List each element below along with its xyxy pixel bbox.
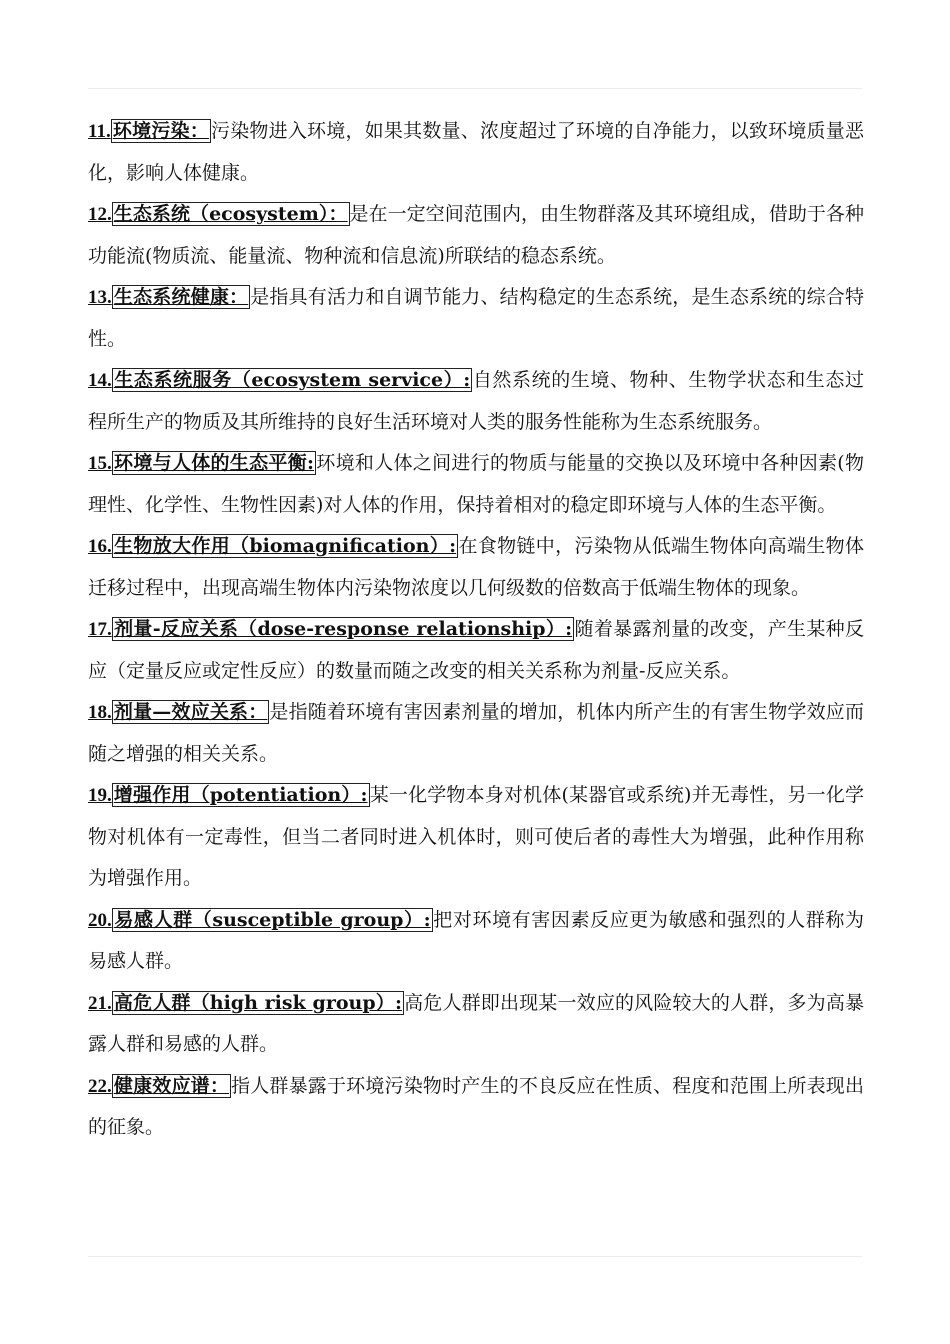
entry-definition: 高危人群即出现某一效应的风险较大的人群，多为高暴露人群和易感的人群。 bbox=[88, 991, 864, 1055]
entry-definition: 随着暴露剂量的改变，产生某种反应（定量反应或定性反应）的数量而随之改变的相关关系称为剂量-反应关系。 bbox=[88, 618, 864, 682]
entry-number: 14. bbox=[88, 370, 112, 391]
entry-number: 19. bbox=[88, 785, 112, 806]
entry-number: 15. bbox=[88, 453, 112, 474]
entry-term: 高危人群（high risk group）: bbox=[113, 991, 402, 1014]
entry-number: 13. bbox=[88, 287, 112, 308]
entry-term: 环境污染： bbox=[112, 120, 209, 142]
glossary-entry-21 bbox=[88, 983, 864, 1066]
entry-number: 12. bbox=[88, 204, 112, 225]
header-rule bbox=[88, 88, 862, 89]
glossary-entry-11 bbox=[88, 111, 864, 194]
entry-definition: 是指具有活力和自调节能力、结构稳定的生态系统，是生态系统的综合特性。 bbox=[88, 286, 864, 350]
entry-definition: 指人群暴露于环境污染物时产生的不良反应在性质、程度和范围上所表现出的征象。 bbox=[88, 1074, 864, 1138]
entry-term: 剂量—效应关系： bbox=[113, 701, 268, 723]
entry-number: 22. bbox=[88, 1075, 112, 1097]
entry-term: 生态系统服务（ecosystem service）: bbox=[113, 369, 471, 391]
entry-number: 16. bbox=[88, 536, 112, 557]
entry-number: 20. bbox=[88, 909, 112, 931]
entry-number: 11. bbox=[88, 121, 111, 142]
footer-rule bbox=[88, 1256, 862, 1257]
glossary-entry-15 bbox=[88, 443, 864, 526]
entry-number: 21. bbox=[88, 992, 112, 1014]
glossary-entry-19 bbox=[88, 775, 864, 900]
glossary-entry-13 bbox=[88, 277, 864, 360]
glossary-entry-14 bbox=[88, 360, 864, 443]
entry-term: 增强作用（potentiation）: bbox=[113, 784, 368, 806]
entry-term: 生态系统（ecosystem）： bbox=[113, 203, 348, 225]
entry-term: 生物放大作用（biomagnification）: bbox=[113, 535, 457, 557]
entry-definition: 污染物进入环境，如果其数量、浓度超过了环境的自净能力，以致环境质量恶化，影响人体健康。 bbox=[88, 120, 864, 184]
entry-term: 环境与人体的生态平衡: bbox=[113, 452, 315, 474]
entry-term: 健康效应谱： bbox=[113, 1074, 230, 1097]
glossary-entry-22 bbox=[88, 1066, 864, 1149]
entry-definition: 某一化学物本身对机体(某器官或系统)并无毒性，另一化学物对机体有一定毒性，但当二者同时进入机体时，则可使后者的毒性大为增强，此种作用称为增强作用。 bbox=[88, 784, 865, 889]
glossary-entry-16 bbox=[88, 526, 864, 609]
glossary-list bbox=[88, 111, 864, 1149]
entry-definition: 是指随着环境有害因素剂量的增加，机体内所产生的有害生物学效应而随之增强的相关关系。 bbox=[88, 701, 864, 765]
entry-definition: 把对环境有害因素反应更为敏感和强烈的人群称为易感人群。 bbox=[88, 908, 864, 972]
glossary-entry-17 bbox=[88, 609, 864, 692]
entry-number: 18. bbox=[88, 702, 112, 723]
entry-definition: 在食物链中，污染物从低端生物体向高端生物体迁移过程中，出现高端生物体内污染物浓度以几何级数的倍数高于低端生物体的现象。 bbox=[88, 535, 864, 599]
entry-definition: 是在一定空间范围内，由生物群落及其环境组成，借助于各种功能流(物质流、能量流、物种流和信息流)所联结的稳态系统。 bbox=[88, 203, 864, 267]
glossary-entry-12 bbox=[88, 194, 864, 277]
entry-term: 生态系统健康： bbox=[113, 286, 249, 308]
entry-term: 剂量-反应关系（dose-response relationship）: bbox=[113, 618, 573, 640]
entry-definition: 环境和人体之间进行的物质与能量的交换以及环境中各种因素(物理性、化学性、生物性因素)对人体的作用，保持着相对的稳定即环境与人体的生态平衡。 bbox=[88, 452, 864, 516]
entry-term: 易感人群（susceptible group）: bbox=[113, 908, 431, 931]
entry-definition: 自然系统的生境、物种、生物学状态和生态过程所生产的物质及其所维持的良好生活环境对人类的服务性能称为生态系统服务。 bbox=[88, 369, 864, 433]
glossary-entry-20 bbox=[88, 900, 864, 983]
glossary-entry-18 bbox=[88, 692, 864, 775]
entry-number: 17. bbox=[88, 619, 112, 640]
